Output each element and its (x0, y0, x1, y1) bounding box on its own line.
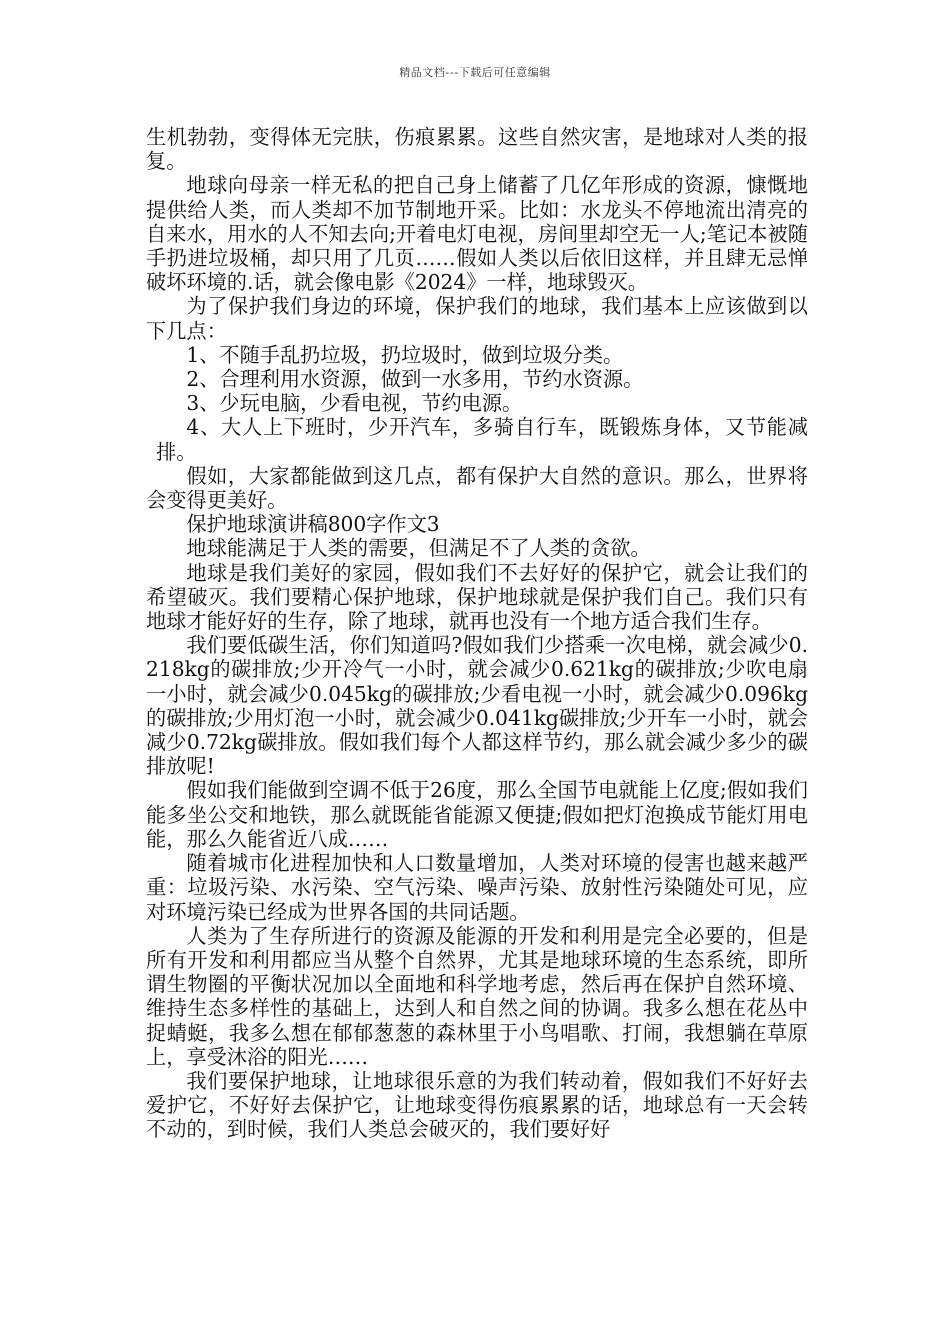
list-item-4: 4、大人上下班时，少开汽车，多骑自行车，既锻炼身体，又节能减排。 (156, 415, 808, 464)
document-body (146, 125, 808, 1142)
paragraph-energy-saving: 假如我们能做到空调不低于26度，那么全国节电就能上亿度;假如我们能多坐公交和地铁，那么就既能省能源又便捷;假如把灯泡换成节能灯用电能，那么久能省近八成…… (146, 778, 808, 851)
page-header: 精品文档---下载后可任意编辑 (399, 66, 551, 79)
section-title: 保护地球演讲稿800字作文3 (186, 512, 440, 537)
paragraph-protect: 我们要保护地球，让地球很乐意的为我们转动着，假如我们不好好去爱护它，不好好去保护它，让地球变得伤痕累累的话，地球总有一天会转不动的，到时候，我们人类总会破灭的，我们要好好 (146, 1068, 808, 1142)
paragraph-continuation: 生机勃勃，变得体无完肤，伤痕累累。这些自然灾害，是地球对人类的报复。 (146, 125, 808, 174)
paragraph-pollution: 随着城市化进程加快和人口数量增加，人类对环境的侵害也越来越严重：垃圾污染、水污染、空气污染、噪声污染、放射性污染随处可见，应对环境污染已经成为世界各国的共同话题。 (146, 851, 808, 924)
paragraph-home: 地球是我们美好的家园，假如我们不去好好的保护它，就会让我们的希望破灭。我们要精心保护地球，保护地球就是保护我们自己。我们只有地球才能好好的生存，除了地球，就再也没有一个地方适合我们生存。 (146, 560, 808, 634)
list-item-2: 2、合理利用水资源，做到一水多用，节约水资源。 (186, 367, 644, 392)
list-item-3: 3、少玩电脑，少看电视，节约电源。 (186, 391, 523, 416)
paragraph-list-intro: 为了保护我们身边的环境，保护我们的地球，我们基本上应该做到以下几点： (146, 294, 808, 343)
list-item-1: 1、不随手乱扔垃圾，扔垃圾时，做到垃圾分类。 (186, 342, 624, 367)
paragraph-development: 人类为了生存所进行的资源及能源的开发和利用是完全必要的，但是所有开发和利用都应当从整个自然界，尤其是地球环境的生态系统，即所谓生物圈的平衡状况加以全面地和科学地考虑，然后再在保护自然环境、维持生态多样性的基础上，达到人和自然之间的协调。我多么想在花丛中捉蜻蜓，我多么想在郁郁葱葱的森林里于小鸟唱歌、打闹，我想躺在草原上，享受沐浴的阳光…… (146, 923, 808, 1069)
paragraph-low-carbon: 我们要低碳生活，你们知道吗?假如我们少搭乘一次电梯，就会减少0.218kg的碳排放;少开冷气一小时，就会减少0.621kg的碳排放;少吹电扇一小时，就会减少0.045kg的碳排放;少看电视一小时，就会减少0.096kg的碳排放;少用灯泡一小时，就会减少0.041kg碳排放;少开车一小时，就会减少0.72kg碳排放。假如我们每个人都这样节约，那么就会减少多少的碳排放呢! (146, 633, 808, 779)
paragraph-opening: 地球能满足于人类的需要，但满足不了人类的贪欲。 (186, 536, 651, 561)
paragraph-resources: 地球向母亲一样无私的把自己身上储蓄了几亿年形成的资源，慷慨地提供给人类，而人类却不加节制地开采。比如：水龙头不停地流出清亮的自来水，用水的人不知去向;开着电灯电视，房间里却空无一人;笔记本被随手扔进垃圾桶，却只用了几页……假如人类以后依旧这样，并且肆无忌惮破坏环境的.话，就会像电影《2024》一样，地球毁灭。 (146, 173, 808, 295)
paragraph-conclusion: 假如，大家都能做到这几点，都有保护大自然的意识。那么，世界将会变得更美好。 (146, 463, 808, 513)
